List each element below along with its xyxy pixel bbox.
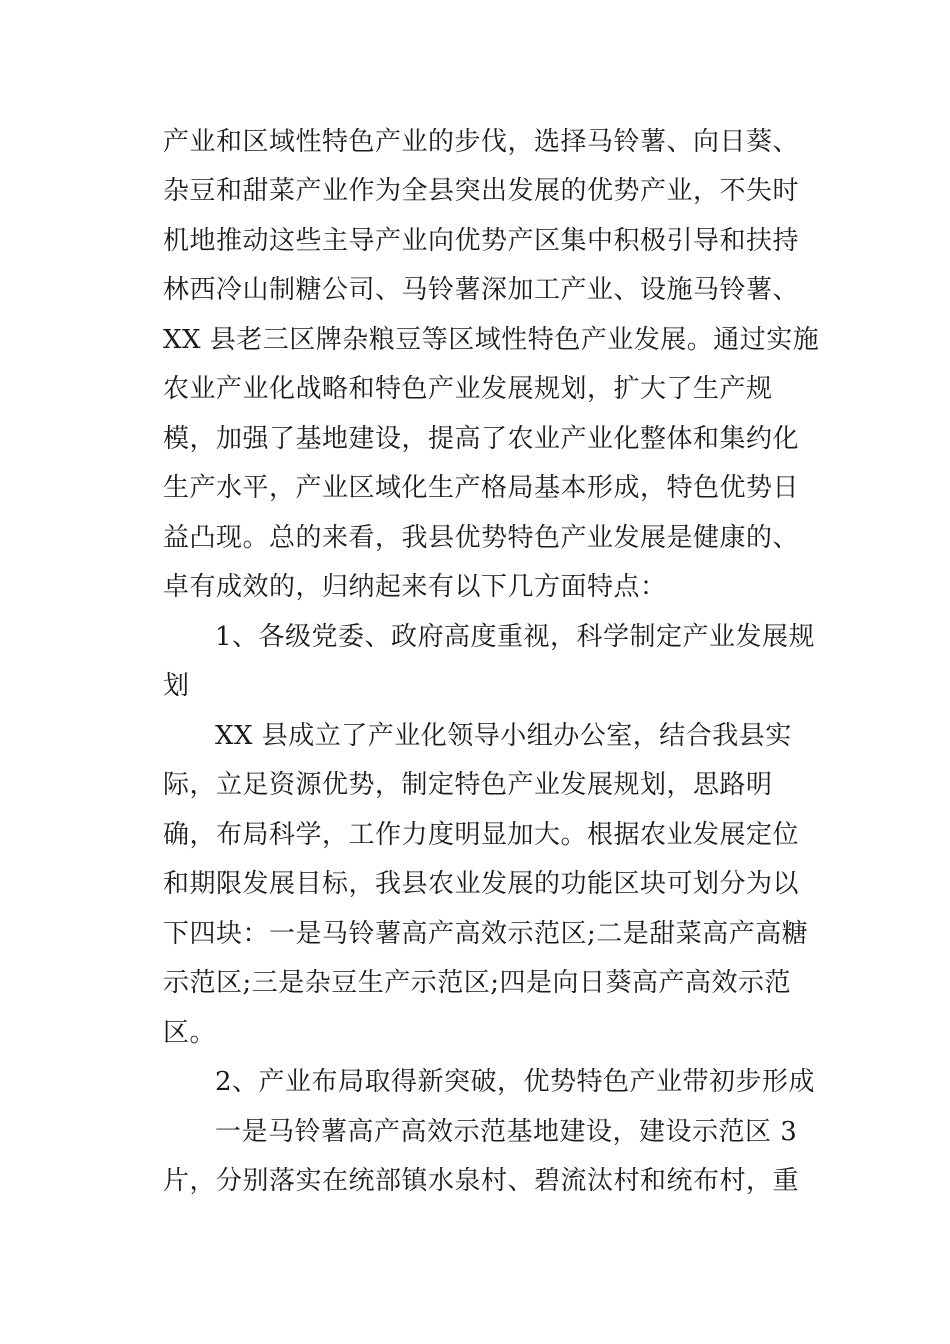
text-line: 益凸现。总的来看，我县优势特色产业发展是健康的、 (163, 523, 800, 553)
section-heading: 1、各级党委、政府高度重视，科学制定产业发展规 (215, 622, 816, 652)
text-line: 卓有成效的，归纳起来有以下几方面特点： (163, 572, 667, 602)
text-line: 一是马铃薯高产高效示范基地建设，建设示范区 3 (215, 1117, 798, 1147)
section-heading-cont: 划 (163, 671, 190, 701)
text-line: 杂豆和甜菜产业作为全县突出发展的优势产业，不失时 (163, 176, 800, 206)
section-heading: 2、产业布局取得新突破，优势特色产业带初步形成 (215, 1067, 816, 1097)
text-line: 产业和区域性特色产业的步伐，选择马铃薯、向日葵、 (163, 127, 800, 157)
text-line: 生产水平，产业区域化生产格局基本形成，特色优势日 (163, 473, 800, 503)
text-line: 农业产业化战略和特色产业发展规划，扩大了生产规 (163, 374, 773, 404)
text-line: 确，布局科学，工作力度明显加大。根据农业发展定位 (163, 820, 800, 850)
text-line: XX 县成立了产业化领导小组办公室，结合我县实 (215, 721, 792, 751)
text-line: 际，立足资源优势，制定特色产业发展规划，思路明 (163, 770, 773, 800)
text-line: XX 县老三区牌杂粮豆等区域性特色产业发展。通过实施 (163, 325, 820, 355)
text-line: 模，加强了基地建设，提高了农业产业化整体和集约化 (163, 424, 800, 454)
text-line: 下四块：一是马铃薯高产高效示范区;二是甜菜高产高糖 (163, 919, 809, 949)
text-line: 区。 (163, 1018, 217, 1048)
text-line: 示范区;三是杂豆生产示范区;四是向日葵高产高效示范 (163, 968, 792, 998)
text-line: 机地推动这些主导产业向优势产区集中积极引导和扶持 (163, 226, 800, 256)
text-line: 和期限发展目标，我县农业发展的功能区块可划分为以 (163, 869, 800, 899)
text-line: 片，分别落实在统部镇水泉村、碧流汰村和统布村，重 (163, 1166, 800, 1196)
text-line: 林西冷山制糖公司、马铃薯深加工产业、设施马铃薯、 (163, 275, 800, 305)
